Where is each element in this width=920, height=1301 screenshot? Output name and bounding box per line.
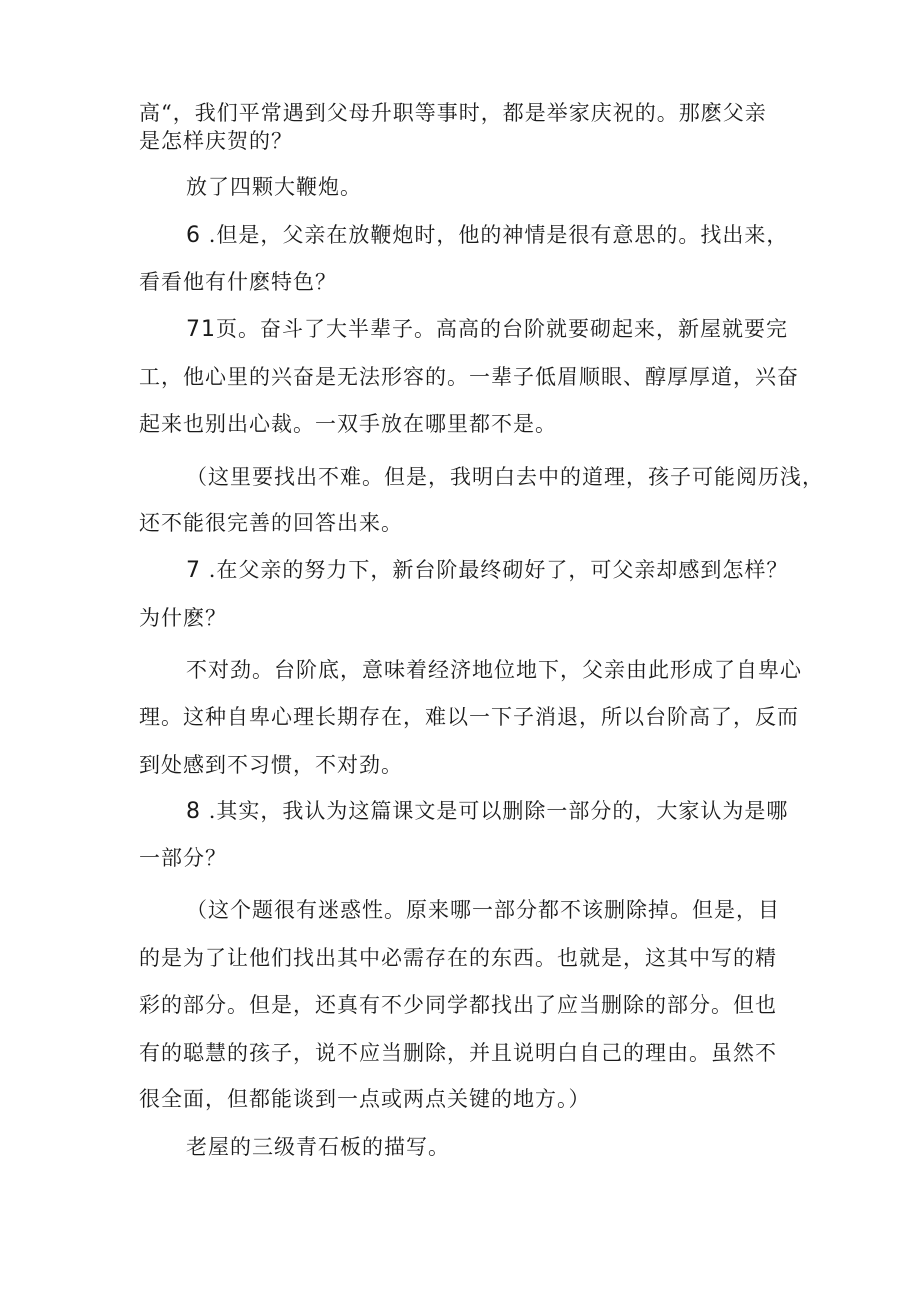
text-line: 老屋的三级青石板的描写。 bbox=[186, 1135, 450, 1159]
text-line: 的是为了让他们找出其中必需存在的东西。也就是，这其中写的精 bbox=[139, 946, 777, 970]
text-line: 到处感到不习惯，不对劲。 bbox=[139, 753, 403, 777]
note-line: （这个题很有迷惑性。原来哪一部分都不该删除掉。但是，目 bbox=[186, 898, 780, 922]
question-text: .其实，我认为这篇课文是可以删除一部分的，大家认为是哪 bbox=[208, 799, 789, 823]
text-line: 还不能很完善的回答出来。 bbox=[139, 511, 403, 535]
note-line: （这里要找出不难。但是，我明白去中的道理，孩子可能阅历浅， bbox=[186, 465, 824, 489]
text-line: 高“，我们平常遇到父母升职等事时，都是举家庆祝的。那麽父亲 bbox=[139, 101, 767, 125]
text-line: 有的聪慧的孩子，说不应当删除，并且说明白自己的理由。虽然不 bbox=[139, 1041, 777, 1065]
text-line: 一部分？ bbox=[139, 846, 227, 870]
page-number-ref: 71 bbox=[186, 317, 216, 342]
text-line: 看看他有什麽特色？ bbox=[139, 270, 337, 294]
question-6-line bbox=[186, 221, 788, 250]
text-line: 是怎样庆贺的？ bbox=[139, 129, 293, 153]
answer-text: 页。奋斗了大半辈子。高高的台阶就要砌起来，新屋就要完 bbox=[216, 317, 788, 341]
question-text: .但是，父亲在放鞭炮时，他的神情是很有意思的。找出来， bbox=[208, 223, 789, 247]
text-line: 彩的部分。但是，还真有不少同学都找出了应当删除的部分。但也 bbox=[139, 993, 777, 1017]
question-number: 8 bbox=[186, 799, 201, 824]
question-number: 6 bbox=[186, 223, 201, 248]
text-line: 放了四颗大鞭炮。 bbox=[186, 175, 362, 199]
text-line: 工，他心里的兴奋是无法形容的。一辈子低眉顺眼、醇厚厚道，兴奋 bbox=[139, 365, 799, 389]
question-8-line bbox=[186, 797, 788, 826]
question-7-line bbox=[186, 556, 788, 585]
answer-7-line: 不对劲。台阶底，意味着经济地位地下，父亲由此形成了自卑心 bbox=[186, 658, 802, 682]
text-line: 理。这种自卑心理长期存在，难以一下子消退，所以台阶高了，反而 bbox=[139, 705, 799, 729]
text-line: 为什麽？ bbox=[139, 606, 227, 630]
text-line: 很全面，但都能谈到一点或两点关键的地方。） bbox=[139, 1087, 591, 1111]
question-text: .在父亲的努力下，新台阶最终砌好了，可父亲却感到怎样？ bbox=[208, 558, 789, 582]
question-number: 7 bbox=[186, 558, 201, 583]
text-line: 起来也别出心裁。一双手放在哪里都不是。 bbox=[139, 412, 557, 436]
answer-6-line bbox=[186, 315, 788, 344]
